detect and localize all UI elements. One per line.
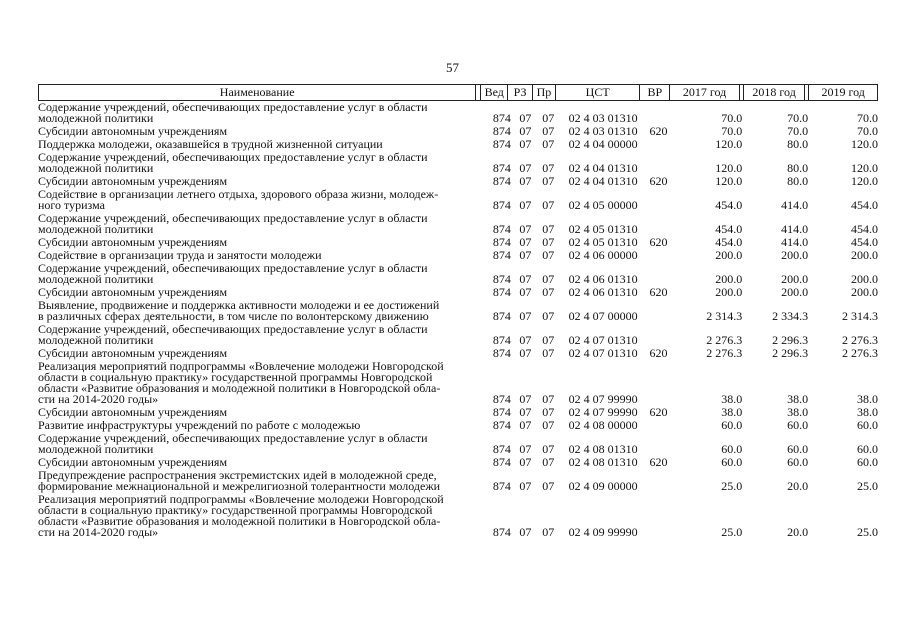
cell-rz: 07 <box>519 405 532 419</box>
row-name <box>38 213 477 235</box>
row-name <box>38 420 477 431</box>
row-name-line: сти на 2014-2020 годы» <box>38 525 159 539</box>
cell-y2019: 25.0 <box>856 525 878 539</box>
table-row <box>38 189 878 213</box>
cell-y2019: 454.0 <box>850 198 878 212</box>
cell-cst: 02 4 07 99990 <box>568 405 638 419</box>
cell-cst: 02 4 07 01310 <box>568 346 638 360</box>
cell-y2018: 80.0 <box>787 137 809 151</box>
cell-pr: 07 <box>542 111 555 125</box>
row-name <box>38 457 477 468</box>
cell-cst: 02 4 08 00000 <box>568 418 638 432</box>
cell-ved: 874 <box>492 333 511 347</box>
cell-y2017: 454.0 <box>715 235 743 249</box>
cell-ved: 874 <box>492 442 511 456</box>
cell-y2017: 2 314.3 <box>706 309 743 323</box>
cell-y2017: 25.0 <box>721 479 743 493</box>
cell-y2018: 80.0 <box>787 174 809 188</box>
cell-pr: 07 <box>542 248 555 262</box>
row-name-line: молодежной политики <box>38 442 154 456</box>
cell-y2019: 38.0 <box>856 392 878 406</box>
cell-y2017: 60.0 <box>721 455 743 469</box>
row-name <box>38 126 477 137</box>
cell-y2019: 200.0 <box>850 248 878 262</box>
cell-ved: 874 <box>492 124 511 138</box>
cell-rz: 07 <box>519 418 532 432</box>
header-cst: ЦСТ <box>555 85 640 100</box>
cell-y2017: 2 276.3 <box>706 333 743 347</box>
cell-y2018: 60.0 <box>787 442 809 456</box>
row-name-line: ного туризма <box>38 198 105 212</box>
cell-ved: 874 <box>492 455 511 469</box>
row-name-line: Содержание учреждений, обеспечивающих предоставление услуг в области <box>38 431 428 445</box>
cell-pr: 07 <box>542 405 555 419</box>
cell-cst: 02 4 04 00000 <box>568 137 638 151</box>
row-name-line: Содержание учреждений, обеспечивающих предоставление услуг в области <box>38 322 428 336</box>
cell-vr: 620 <box>649 124 668 138</box>
cell-y2019: 2 314.3 <box>841 309 878 323</box>
cell-y2018: 2 334.3 <box>772 309 809 323</box>
row-name-line: Субсидии автономным учреждениям <box>38 405 228 419</box>
cell-pr: 07 <box>542 442 555 456</box>
cell-y2017: 200.0 <box>715 272 743 286</box>
row-name <box>38 324 477 346</box>
cell-rz: 07 <box>519 392 532 406</box>
row-name <box>38 189 477 211</box>
cell-pr: 07 <box>542 525 555 539</box>
cell-y2017: 120.0 <box>715 161 743 175</box>
table-row <box>38 213 878 237</box>
table-header <box>38 84 878 101</box>
cell-pr: 07 <box>542 455 555 469</box>
cell-vr: 620 <box>649 235 668 249</box>
row-name-line: молодежной политики <box>38 333 154 347</box>
header-2018: 2018 год <box>743 85 805 100</box>
table-row <box>38 470 878 494</box>
cell-ved: 874 <box>492 479 511 493</box>
table-row <box>38 152 878 176</box>
cell-ved: 874 <box>492 174 511 188</box>
row-name-line: области «Развитие образования и молодежной политики в Новгородской обла- <box>38 381 441 395</box>
cell-y2019: 70.0 <box>856 124 878 138</box>
table-row <box>38 263 878 287</box>
cell-y2017: 200.0 <box>715 285 743 299</box>
cell-pr: 07 <box>542 124 555 138</box>
cell-vr: 620 <box>649 405 668 419</box>
cell-pr: 07 <box>542 392 555 406</box>
cell-y2018: 20.0 <box>787 479 809 493</box>
header-2017: 2017 год <box>669 85 739 100</box>
cell-pr: 07 <box>542 137 555 151</box>
cell-ved: 874 <box>492 418 511 432</box>
cell-rz: 07 <box>519 174 532 188</box>
cell-cst: 02 4 07 01310 <box>568 333 638 347</box>
cell-vr: 620 <box>649 455 668 469</box>
row-name <box>38 250 477 261</box>
cell-pr: 07 <box>542 198 555 212</box>
cell-ved: 874 <box>492 111 511 125</box>
cell-rz: 07 <box>519 442 532 456</box>
row-name-line: Содержание учреждений, обеспечивающих предоставление услуг в области <box>38 150 428 164</box>
row-name <box>38 348 477 359</box>
row-name-line: области «Развитие образования и молодежной политики в Новгородской обла- <box>38 514 441 528</box>
row-name <box>38 152 477 174</box>
cell-cst: 02 4 03 01310 <box>568 111 638 125</box>
row-name-line: Поддержка молодежи, оказавшейся в трудной жизненной ситуации <box>38 137 383 151</box>
cell-pr: 07 <box>542 285 555 299</box>
row-name-line: формирование межнациональной и межрелигиозной толерантности молодежи <box>38 479 441 493</box>
cell-y2017: 200.0 <box>715 248 743 262</box>
cell-y2017: 454.0 <box>715 198 743 212</box>
cell-y2018: 200.0 <box>781 272 809 286</box>
table-row <box>38 102 878 126</box>
cell-pr: 07 <box>542 222 555 236</box>
cell-y2019: 60.0 <box>856 418 878 432</box>
row-name-line: Субсидии автономным учреждениям <box>38 235 228 249</box>
row-name-line: молодежной политики <box>38 272 154 286</box>
row-name-line: области в социальную практику» государственной программы Новгородской <box>38 503 433 517</box>
header-name: Наименование <box>38 85 475 100</box>
cell-cst: 02 4 05 01310 <box>568 222 638 236</box>
cell-cst: 02 4 04 01310 <box>568 161 638 175</box>
cell-y2017: 120.0 <box>715 174 743 188</box>
cell-rz: 07 <box>519 222 532 236</box>
cell-pr: 07 <box>542 346 555 360</box>
header-rz: РЗ <box>507 85 532 100</box>
row-name-line: Субсидии автономным учреждениям <box>38 285 228 299</box>
cell-ved: 874 <box>492 248 511 262</box>
cell-y2018: 414.0 <box>781 198 809 212</box>
cell-y2019: 120.0 <box>850 161 878 175</box>
cell-rz: 07 <box>519 272 532 286</box>
row-name-line: Субсидии автономным учреждениям <box>38 124 228 138</box>
row-name-line: молодежной политики <box>38 222 154 236</box>
cell-y2017: 60.0 <box>721 442 743 456</box>
cell-y2017: 120.0 <box>715 137 743 151</box>
cell-pr: 07 <box>542 418 555 432</box>
row-name-line: Содержание учреждений, обеспечивающих предоставление услуг в области <box>38 211 428 225</box>
cell-pr: 07 <box>542 333 555 347</box>
cell-cst: 02 4 05 01310 <box>568 235 638 249</box>
cell-rz: 07 <box>519 198 532 212</box>
cell-y2019: 120.0 <box>850 137 878 151</box>
cell-y2018: 414.0 <box>781 235 809 249</box>
row-name-line: сти на 2014-2020 годы» <box>38 392 159 406</box>
cell-rz: 07 <box>519 525 532 539</box>
row-name <box>38 263 477 285</box>
row-name <box>38 102 477 124</box>
row-name <box>38 433 477 455</box>
cell-pr: 07 <box>542 309 555 323</box>
cell-rz: 07 <box>519 455 532 469</box>
header-2019: 2019 год <box>808 85 878 100</box>
cell-cst: 02 4 09 00000 <box>568 479 638 493</box>
cell-y2018: 200.0 <box>781 285 809 299</box>
table-row <box>38 300 878 324</box>
cell-rz: 07 <box>519 285 532 299</box>
cell-y2018: 2 296.3 <box>772 333 809 347</box>
cell-y2018: 70.0 <box>787 111 809 125</box>
cell-rz: 07 <box>519 346 532 360</box>
row-name-line: молодежной политики <box>38 111 154 125</box>
row-name-line: Субсидии автономным учреждениям <box>38 174 228 188</box>
cell-y2018: 60.0 <box>787 418 809 432</box>
row-name-line: в различных сферах деятельности, в том числе по волонтерскому движению <box>38 309 429 323</box>
table-row <box>38 433 878 457</box>
cell-rz: 07 <box>519 479 532 493</box>
cell-y2018: 70.0 <box>787 124 809 138</box>
cell-y2019: 454.0 <box>850 235 878 249</box>
cell-y2019: 25.0 <box>856 479 878 493</box>
row-name <box>38 237 477 248</box>
cell-cst: 02 4 07 00000 <box>568 309 638 323</box>
cell-ved: 874 <box>492 285 511 299</box>
cell-ved: 874 <box>492 198 511 212</box>
cell-y2018: 38.0 <box>787 392 809 406</box>
cell-cst: 02 4 07 99990 <box>568 392 638 406</box>
header-ved: Вед <box>480 85 507 100</box>
row-name-line: Субсидии автономным учреждениям <box>38 455 228 469</box>
row-name <box>38 407 477 418</box>
cell-ved: 874 <box>492 222 511 236</box>
row-name <box>38 176 477 187</box>
row-name-line: Содействие в организации летнего отдыха, здорового образа жизни, молодеж- <box>38 187 439 201</box>
page-number: 57 <box>446 60 459 75</box>
cell-cst: 02 4 09 99990 <box>568 525 638 539</box>
cell-cst: 02 4 05 00000 <box>568 198 638 212</box>
cell-ved: 874 <box>492 405 511 419</box>
table-body <box>38 102 878 540</box>
row-name-line: Содержание учреждений, обеспечивающих предоставление услуг в области <box>38 261 428 275</box>
table-row <box>38 324 878 348</box>
cell-cst: 02 4 08 01310 <box>568 455 638 469</box>
row-name-line: области в социальную практику» государственной программы Новгородской <box>38 370 433 384</box>
row-name-line: молодежной политики <box>38 161 154 175</box>
cell-cst: 02 4 06 01310 <box>568 272 638 286</box>
cell-rz: 07 <box>519 124 532 138</box>
cell-cst: 02 4 06 00000 <box>568 248 638 262</box>
cell-pr: 07 <box>542 235 555 249</box>
cell-pr: 07 <box>542 174 555 188</box>
row-name <box>38 494 477 538</box>
cell-ved: 874 <box>492 137 511 151</box>
cell-y2019: 454.0 <box>850 222 878 236</box>
cell-pr: 07 <box>542 161 555 175</box>
cell-cst: 02 4 08 01310 <box>568 442 638 456</box>
row-name-line: Содействие в организации труда и занятости молодежи <box>38 248 322 262</box>
table-row <box>38 361 878 407</box>
cell-ved: 874 <box>492 161 511 175</box>
cell-rz: 07 <box>519 248 532 262</box>
row-name-line: Содержание учреждений, обеспечивающих предоставление услуг в области <box>38 100 428 114</box>
cell-y2019: 38.0 <box>856 405 878 419</box>
cell-ved: 874 <box>492 525 511 539</box>
cell-y2019: 60.0 <box>856 442 878 456</box>
cell-y2019: 120.0 <box>850 174 878 188</box>
cell-y2017: 2 276.3 <box>706 346 743 360</box>
cell-y2019: 2 276.3 <box>841 346 878 360</box>
cell-y2017: 70.0 <box>721 111 743 125</box>
cell-y2018: 414.0 <box>781 222 809 236</box>
cell-vr: 620 <box>649 174 668 188</box>
cell-rz: 07 <box>519 137 532 151</box>
cell-ved: 874 <box>492 272 511 286</box>
cell-y2018: 200.0 <box>781 248 809 262</box>
row-name <box>38 361 477 405</box>
cell-y2018: 80.0 <box>787 161 809 175</box>
cell-y2017: 38.0 <box>721 392 743 406</box>
cell-ved: 874 <box>492 235 511 249</box>
cell-y2017: 454.0 <box>715 222 743 236</box>
cell-rz: 07 <box>519 309 532 323</box>
cell-y2019: 200.0 <box>850 272 878 286</box>
table-row <box>38 494 878 540</box>
cell-ved: 874 <box>492 392 511 406</box>
cell-y2017: 60.0 <box>721 418 743 432</box>
cell-y2018: 60.0 <box>787 455 809 469</box>
row-name <box>38 470 477 492</box>
cell-y2018: 38.0 <box>787 405 809 419</box>
budget-table <box>38 84 878 540</box>
row-name <box>38 139 477 150</box>
cell-y2017: 38.0 <box>721 405 743 419</box>
cell-y2019: 2 276.3 <box>841 333 878 347</box>
row-name-line: Субсидии автономным учреждениям <box>38 346 228 360</box>
cell-y2019: 60.0 <box>856 455 878 469</box>
cell-y2019: 70.0 <box>856 111 878 125</box>
cell-rz: 07 <box>519 333 532 347</box>
cell-rz: 07 <box>519 111 532 125</box>
cell-vr: 620 <box>649 285 668 299</box>
row-name-line: Выявление, продвижение и поддержка активности молодежи и ее достижений <box>38 298 440 312</box>
row-name <box>38 300 477 322</box>
row-name-line: Предупреждение распространения экстремистских идей в молодежной среде, <box>38 468 437 482</box>
cell-y2017: 70.0 <box>721 124 743 138</box>
cell-ved: 874 <box>492 346 511 360</box>
cell-rz: 07 <box>519 235 532 249</box>
cell-cst: 02 4 06 01310 <box>568 285 638 299</box>
cell-y2017: 25.0 <box>721 525 743 539</box>
cell-y2018: 20.0 <box>787 525 809 539</box>
row-name-line: Реализация мероприятий подпрограммы «Вовлечение молодежи Новгородской <box>38 492 444 506</box>
cell-ved: 874 <box>492 309 511 323</box>
cell-pr: 07 <box>542 479 555 493</box>
row-name-line: Развитие инфраструктуры учреждений по работе с молодежью <box>38 418 361 432</box>
row-name-line: Реализация мероприятий подпрограммы «Вовлечение молодежи Новгородской <box>38 359 444 373</box>
cell-y2018: 2 296.3 <box>772 346 809 360</box>
cell-vr: 620 <box>649 346 668 360</box>
cell-pr: 07 <box>542 272 555 286</box>
header-vr: ВР <box>639 85 669 100</box>
header-pr: Пр <box>532 85 555 100</box>
cell-rz: 07 <box>519 161 532 175</box>
row-name <box>38 287 477 298</box>
cell-cst: 02 4 04 01310 <box>568 174 638 188</box>
cell-cst: 02 4 03 01310 <box>568 124 638 138</box>
cell-y2019: 200.0 <box>850 285 878 299</box>
